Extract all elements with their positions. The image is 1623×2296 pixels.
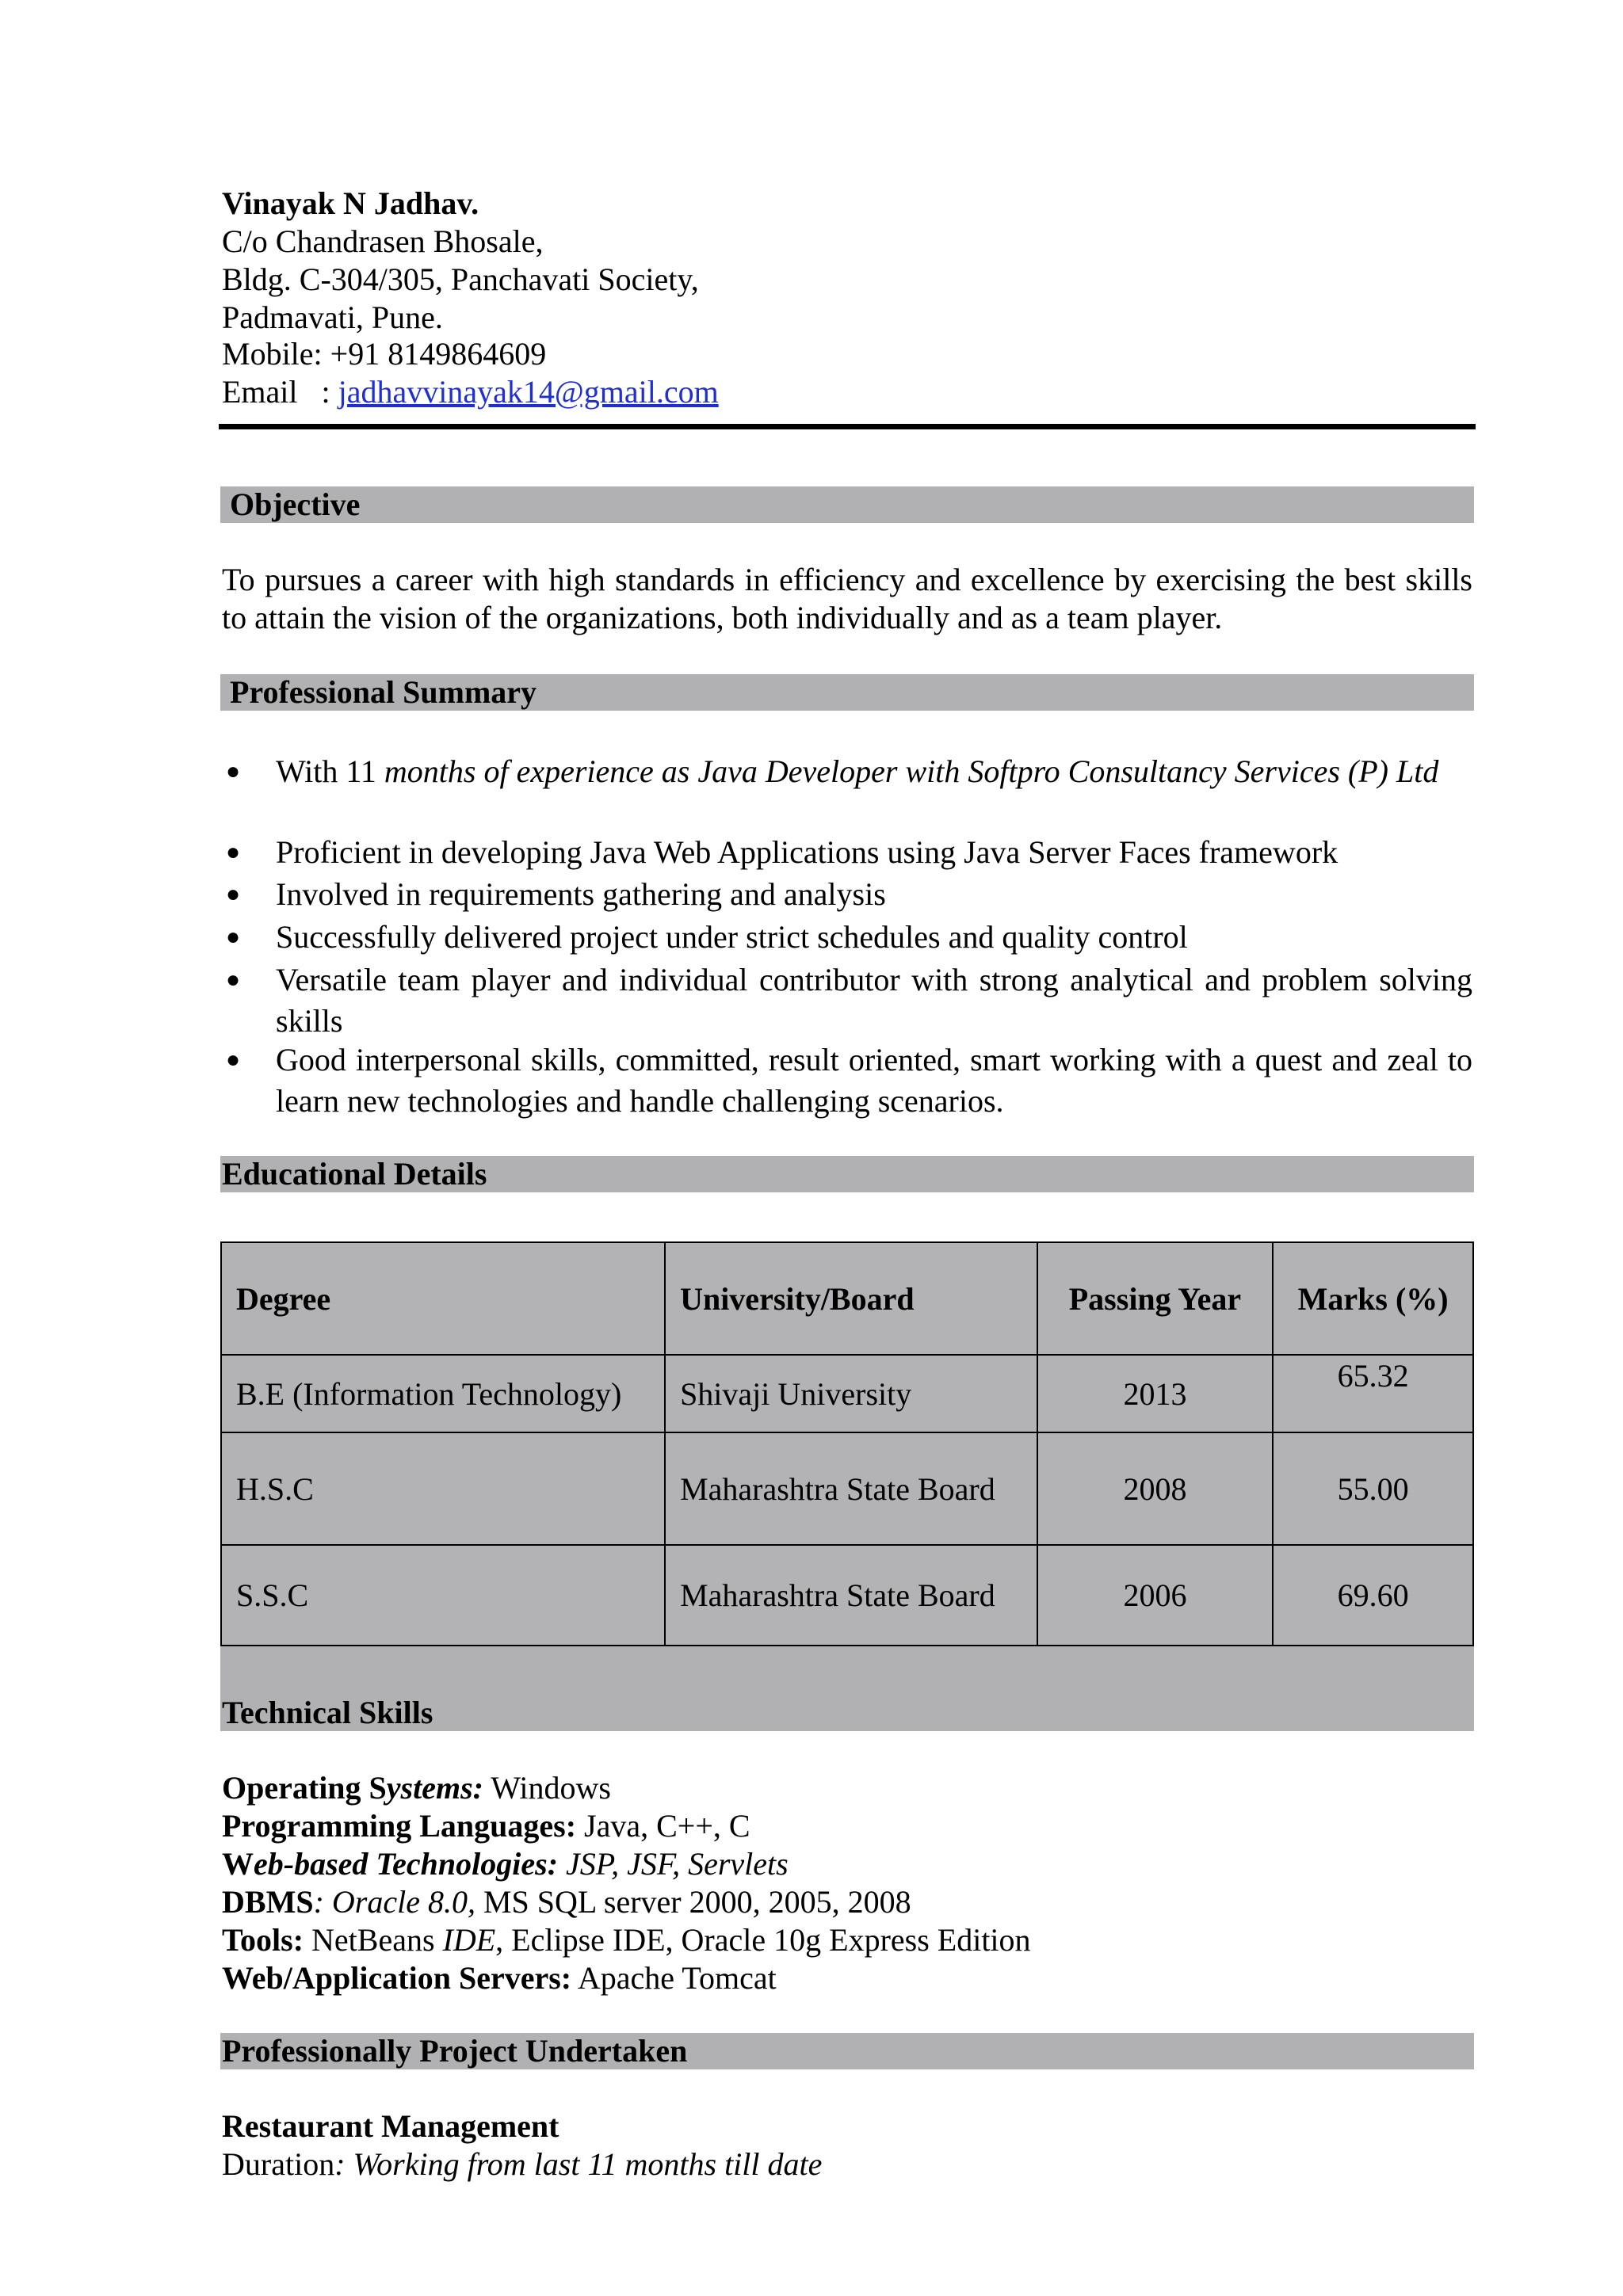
skill-label: DBMS bbox=[222, 1884, 314, 1920]
skill-value-italic: : Oracle 8.0, bbox=[313, 1884, 475, 1920]
cell-passing-year: 2013 bbox=[1037, 1355, 1274, 1432]
skill-tools bbox=[222, 1921, 1031, 1959]
table-row bbox=[221, 1545, 1473, 1646]
skill-label: Tools: bbox=[222, 1922, 304, 1958]
education-table bbox=[220, 1241, 1474, 1646]
summary-item-experience-prefix: With 11 bbox=[276, 753, 384, 789]
skill-value: Apache Tomcat bbox=[571, 1960, 777, 1996]
skill-value: Windows bbox=[483, 1770, 611, 1806]
summary-item-experience-detail: months of experience as Java Developer with Softpro Consultancy Services (P) Ltd bbox=[384, 753, 1439, 789]
email-link[interactable]: jadhavvinayak14@gmail.com bbox=[338, 374, 719, 410]
skill-label-italic: eb-based Technologies: bbox=[254, 1846, 559, 1882]
summary-item-proficient: Proficient in developing Java Web Applications using Java Server Faces framework bbox=[276, 834, 1338, 870]
cell-university: Maharashtra State Board bbox=[665, 1545, 1037, 1646]
skill-label: W bbox=[222, 1846, 254, 1882]
objective-heading: Objective bbox=[230, 486, 361, 522]
bullet-icon: ● bbox=[226, 967, 241, 993]
cell-marks: 69.60 bbox=[1273, 1545, 1473, 1646]
cell-university: Shivaji University bbox=[665, 1355, 1037, 1432]
skill-operating-systems bbox=[222, 1769, 611, 1807]
skill-value: JSP, JSF, Servlets bbox=[558, 1846, 789, 1882]
cell-degree: S.S.C bbox=[221, 1545, 665, 1646]
cell-marks: 55.00 bbox=[1273, 1432, 1473, 1545]
skill-label: Web/Application Servers: bbox=[222, 1960, 572, 1996]
column-header-university: University/Board bbox=[665, 1242, 1037, 1355]
duration-value: : Working from last 11 months till date bbox=[334, 2146, 823, 2182]
summary-heading: Professional Summary bbox=[230, 674, 537, 710]
skills-heading: Technical Skills bbox=[222, 1695, 433, 1730]
projects-heading: Professionally Project Undertaken bbox=[222, 2033, 688, 2069]
skill-value: Java, C++, C bbox=[576, 1808, 750, 1844]
skill-label: Operating S bbox=[222, 1770, 387, 1806]
column-header-passing-year: Passing Year bbox=[1037, 1242, 1274, 1355]
project-duration bbox=[222, 2145, 822, 2183]
address-line-2: Bldg. C-304/305, Panchavati Society, bbox=[222, 261, 699, 297]
cell-passing-year: 2008 bbox=[1037, 1432, 1274, 1545]
summary-item-team-player: Versatile team player and individual contributor with strong analytical and problem solving skills bbox=[276, 962, 1472, 1039]
cell-university: Maharashtra State Board bbox=[665, 1432, 1037, 1545]
summary-item-requirements: Involved in requirements gathering and analysis bbox=[276, 876, 886, 912]
address-line-3: Padmavati, Pune. bbox=[222, 299, 443, 335]
skill-label-italic: ystems: bbox=[386, 1770, 483, 1806]
skill-web-technologies bbox=[222, 1845, 789, 1883]
objective-text: To pursues a career with high standards in efficiency and excellence by exercising the best skills to attain the vision of the organizations, both individually and as a team player. bbox=[222, 562, 1472, 635]
skill-web-servers bbox=[222, 1959, 777, 1997]
mobile-number: Mobile: +91 8149864609 bbox=[222, 336, 547, 372]
cell-passing-year: 2006 bbox=[1037, 1545, 1274, 1646]
education-table-header bbox=[221, 1242, 1473, 1355]
project-title: Restaurant Management bbox=[222, 2108, 559, 2144]
skill-value: NetBeans bbox=[304, 1922, 443, 1958]
email-label: Email : bbox=[222, 374, 338, 410]
skill-dbms bbox=[222, 1883, 911, 1921]
bullet-icon: ● bbox=[226, 881, 241, 907]
bullet-icon: ● bbox=[226, 758, 241, 784]
table-row bbox=[221, 1432, 1473, 1545]
address-line-1: C/o Chandrasen Bhosale, bbox=[222, 223, 544, 259]
skill-label: Programming Languages: bbox=[222, 1808, 577, 1844]
skill-programming-languages bbox=[222, 1807, 750, 1845]
objective-heading-band bbox=[220, 486, 1474, 523]
duration-label: Duration bbox=[222, 2146, 335, 2182]
header-divider bbox=[219, 424, 1476, 429]
summary-item-experience bbox=[276, 751, 1472, 792]
column-header-degree: Degree bbox=[221, 1242, 665, 1355]
bullet-icon: ● bbox=[226, 1047, 241, 1073]
skill-value: , Eclipse IDE, Oracle 10g Express Edition bbox=[495, 1922, 1031, 1958]
email-row bbox=[222, 373, 719, 411]
cell-degree: H.S.C bbox=[221, 1432, 665, 1545]
education-heading: Educational Details bbox=[222, 1156, 487, 1192]
bullet-icon: ● bbox=[226, 839, 241, 865]
cell-degree: B.E (Information Technology) bbox=[221, 1355, 665, 1432]
summary-item-interpersonal: Good interpersonal skills, committed, result oriented, smart working with a quest and zeal to learn new technologies and handle challenging scenarios. bbox=[276, 1042, 1472, 1119]
column-header-marks: Marks (%) bbox=[1273, 1242, 1473, 1355]
skill-value: MS SQL server 2000, 2005, 2008 bbox=[475, 1884, 911, 1920]
candidate-name: Vinayak N Jadhav. bbox=[222, 185, 479, 221]
bullet-icon: ● bbox=[226, 924, 241, 950]
skill-value-italic: IDE bbox=[442, 1922, 496, 1958]
cell-marks: 65.32 bbox=[1273, 1355, 1473, 1432]
table-row bbox=[221, 1355, 1473, 1432]
summary-item-delivered: Successfully delivered project under strict schedules and quality control bbox=[276, 919, 1188, 955]
